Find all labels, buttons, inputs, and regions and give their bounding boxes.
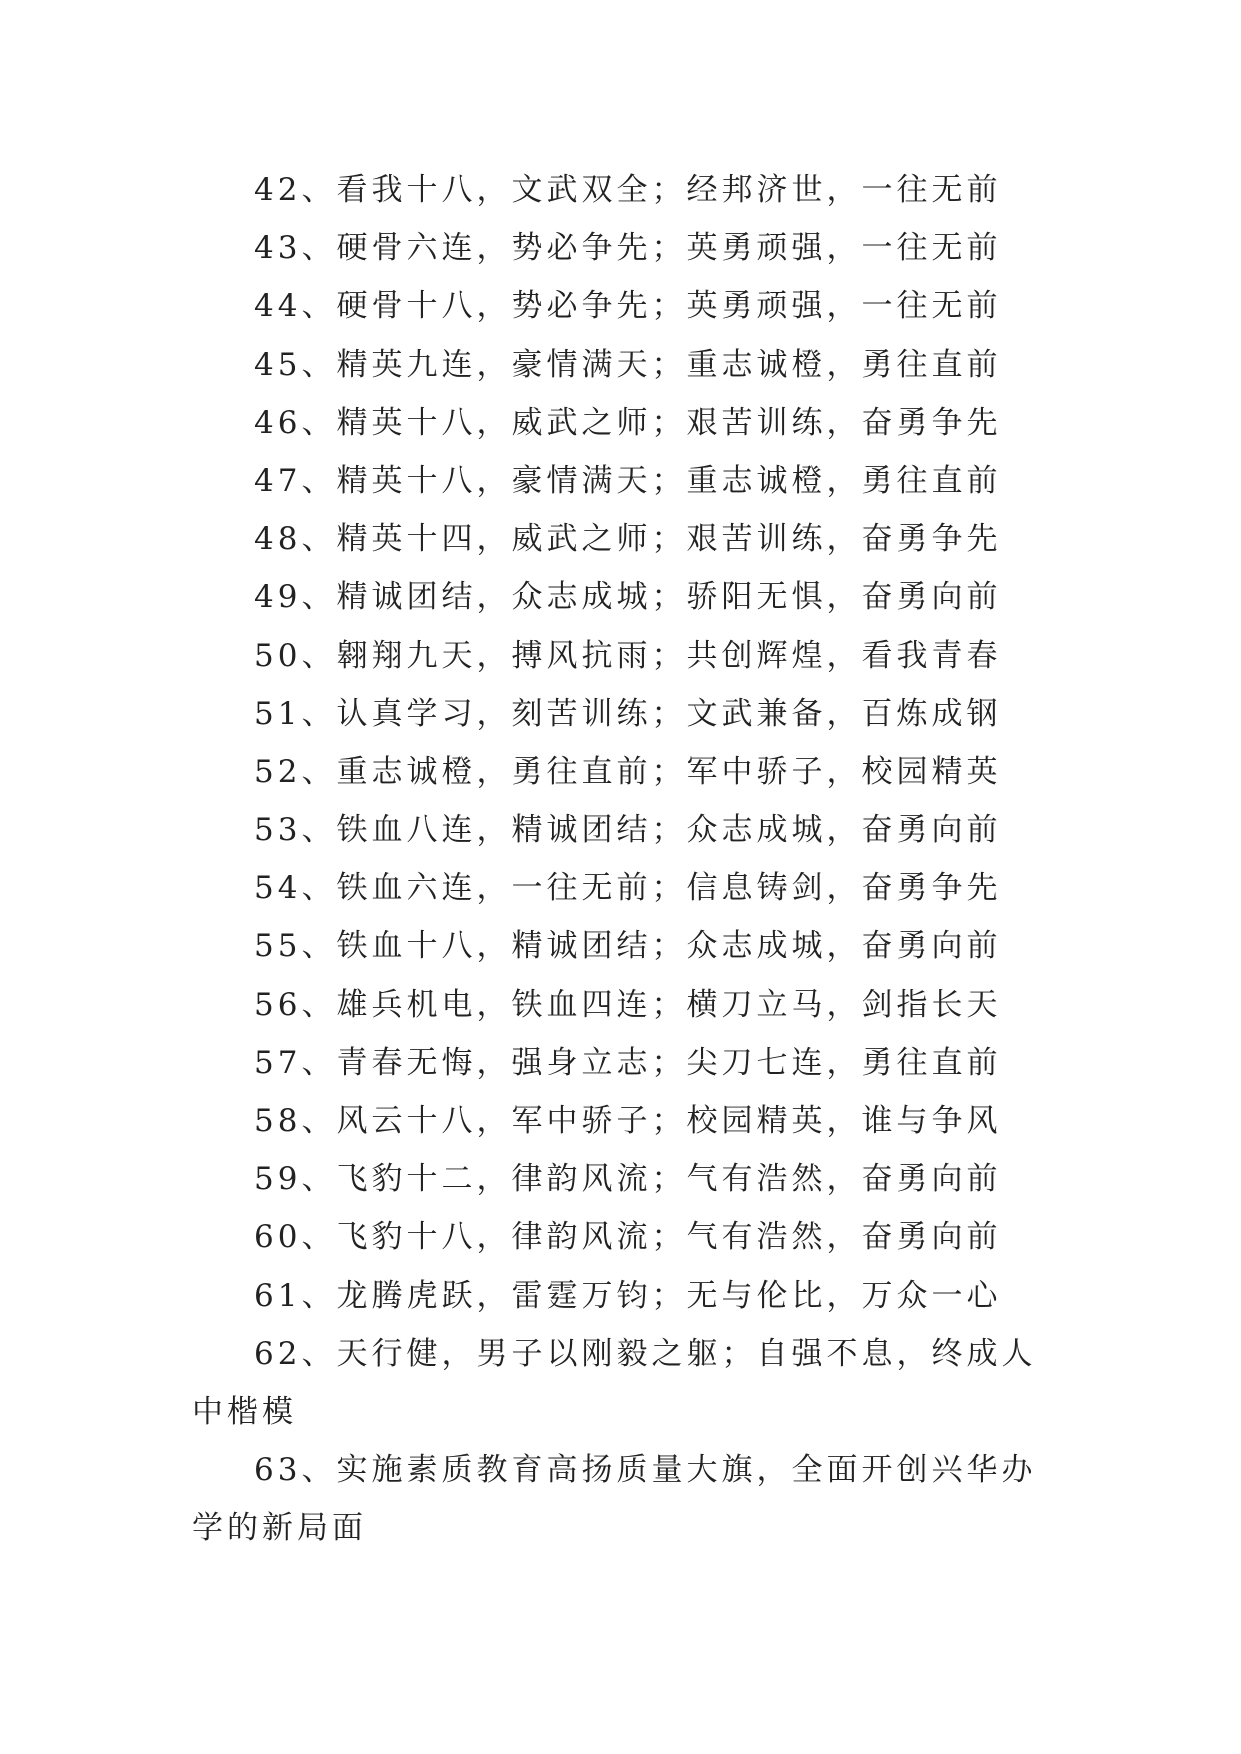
slogan-line: 44、硬骨十八，势必争先；英勇顽强，一往无前 [254, 288, 1002, 325]
slogan-line: 61、龙腾虎跃，雷霆万钧；无与伦比，万众一心 [254, 1277, 1002, 1314]
slogan-line: 43、硬骨六连，势必争先；英勇顽强，一往无前 [254, 230, 1002, 267]
slogan-paragraph: 62、天行健，男子以刚毅之躯；自强不息，终成人中楷模 [192, 1335, 1037, 1430]
slogan-line: 49、精诚团结，众志成城；骄阳无惧，奋勇向前 [254, 579, 1002, 616]
slogan-line: 53、铁血八连，精诚团结；众志成城，奋勇向前 [254, 812, 1002, 849]
slogan-line: 52、重志诚橙，勇往直前；军中骄子，校园精英 [254, 753, 1002, 790]
slogan-line: 45、精英九连，豪情满天；重志诚橙，勇往直前 [254, 346, 1002, 383]
slogan-line: 58、风云十八，军中骄子；校园精英，谁与争风 [254, 1103, 1002, 1139]
slogan-line: 48、精英十四，威武之师；艰苦训练，奋勇争先 [254, 521, 1002, 558]
slogan-line: 59、飞豹十二，律韵风流；气有浩然，奋勇向前 [254, 1161, 1002, 1198]
slogan-line: 55、铁血十八，精诚团结；众志成城，奋勇向前 [254, 928, 1002, 965]
slogan-line: 47、精英十八，豪情满天；重志诚橙，勇往直前 [254, 462, 1002, 499]
slogan-line: 50、翱翔九天，搏风抗雨；共创辉煌，看我青春 [254, 637, 1002, 674]
slogan-paragraph: 63、实施素质教育高扬质量大旗，全面开创兴华办学的新局面 [192, 1452, 1037, 1547]
slogan-line: 56、雄兵机电，铁血四连；横刀立马，剑指长天 [254, 986, 1002, 1023]
slogan-line: 46、精英十八，威武之师；艰苦训练，奋勇争先 [254, 404, 1002, 441]
slogan-line: 42、看我十八，文武双全；经邦济世，一往无前 [254, 172, 1002, 208]
slogan-line: 57、青春无悔，强身立志；尖刀七连，勇往直前 [254, 1044, 1002, 1081]
slogan-line: 60、飞豹十八，律韵风流；气有浩然，奋勇向前 [254, 1219, 1002, 1256]
slogan-line: 51、认真学习，刻苦训练；文武兼备，百炼成钢 [254, 695, 1002, 732]
slogan-list [192, 161, 1052, 1558]
slogan-line: 54、铁血六连，一往无前；信息铸剑，奋勇争先 [254, 870, 1002, 907]
